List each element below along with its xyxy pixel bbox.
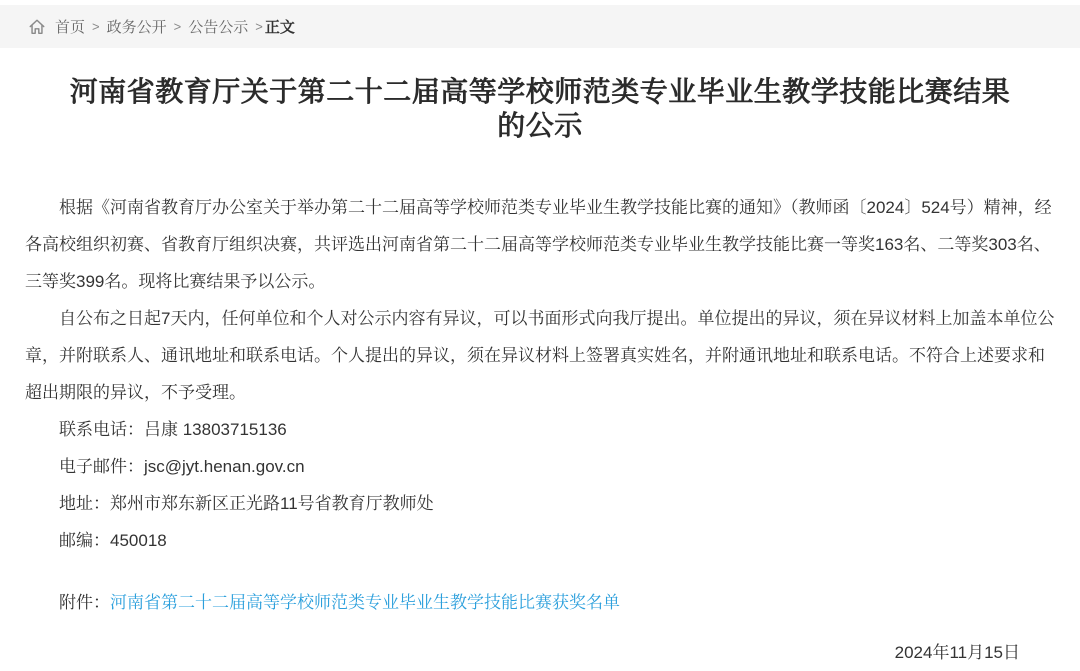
publish-date: 2024年11月15日 bbox=[894, 643, 1020, 662]
breadcrumb-separator: > bbox=[173, 19, 182, 34]
attachment-label: 附件： bbox=[59, 593, 110, 612]
breadcrumb-separator: > bbox=[255, 19, 263, 34]
breadcrumb-item-announcements[interactable]: 公告公示 bbox=[188, 19, 249, 36]
attachment-link[interactable]: 河南省第二十二届高等学校师范类专业毕业生教学技能比赛获奖名单 bbox=[110, 593, 620, 612]
article-body bbox=[25, 189, 1055, 671]
breadcrumb-separator: > bbox=[92, 19, 100, 34]
paragraph-objection-rules: 自公布之日起7天内，任何单位和个人对公示内容有异议，可以书面形式向我厅提出。单位提出的异议，须在异议材料上加盖本单位公章，并附联系人、通讯地址和联系电话。个人提出的异议，须在异议材料上签署真实姓名，并附通讯地址和联系电话。不符合上述要求和超出期限的异议，不予受理。 bbox=[25, 309, 1055, 402]
contact-address: 地址：郑州市郑东新区正光路11号省教育厅教师处 bbox=[59, 494, 434, 513]
contact-postcode: 邮编：450018 bbox=[59, 531, 167, 550]
announcement-article bbox=[0, 75, 1080, 671]
contact-email: 电子邮件：jsc@jyt.henan.gov.cn bbox=[59, 457, 305, 476]
breadcrumb-item-government-affairs[interactable]: 政务公开 bbox=[106, 19, 167, 36]
breadcrumb-item-home[interactable]: 首页 bbox=[55, 19, 86, 36]
contact-phone: 联系电话：吕康 13803715136 bbox=[59, 420, 287, 439]
paragraph-basis: 根据《河南省教育厅办公室关于举办第二十二届高等学校师范类专业毕业生教学技能比赛的通知》（教师函〔2024〕524号）精神，经各高校组织初赛、省教育厅组织决赛，共评选出河南省第二十二届高等学校师范类专业毕业生教学技能比赛一等奖163名、二等奖303名、三等奖399名。现将比赛结果予以公示。 bbox=[25, 198, 1052, 291]
attachment-line bbox=[25, 584, 1055, 621]
breadcrumb-current-page: 正文 bbox=[264, 19, 295, 36]
page-title: 河南省教育厅关于第二十二届高等学校师范类专业毕业生教学技能比赛结果的公示 bbox=[69, 76, 1011, 141]
breadcrumb bbox=[0, 5, 1080, 48]
home-icon[interactable] bbox=[28, 18, 46, 36]
